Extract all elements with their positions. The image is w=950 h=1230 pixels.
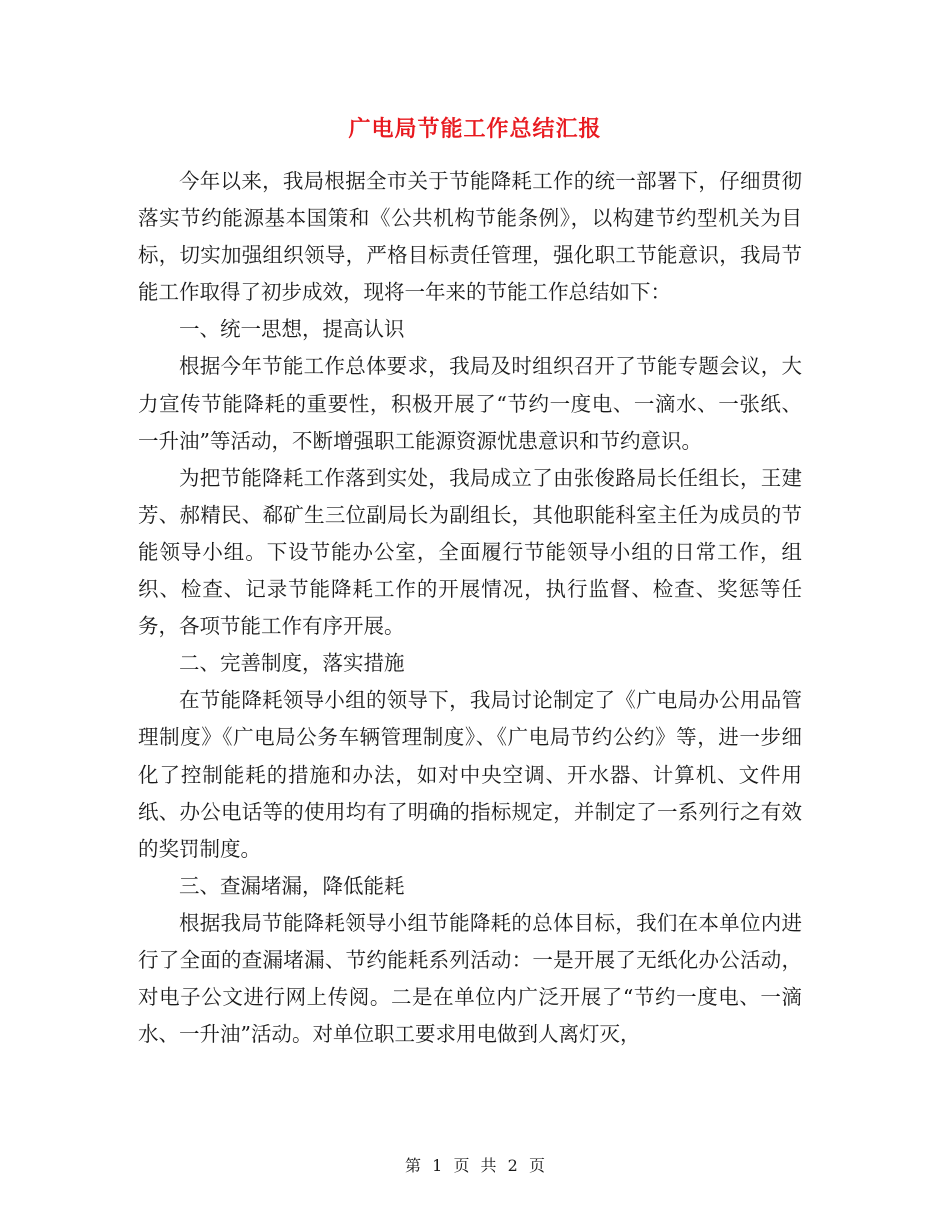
page-footer <box>0 1153 950 1176</box>
footer-page-current: 1 <box>432 1156 443 1175</box>
footer-label-di: 第 <box>405 1156 422 1175</box>
paragraph-section1-a: 根据今年节能工作总体要求，我局及时组织召开了节能专题会议，大力宣传节能降耗的重要性，积极开展了“节约一度电、一滴水、一张纸、一升油”等活动，不断增强职工能源资源忧患意识和节约意识。 <box>138 354 802 453</box>
document-body <box>138 163 802 1053</box>
section-heading-2: 二、完善制度，落实措施 <box>179 651 405 676</box>
footer-label-gong: 共 <box>480 1156 497 1175</box>
paragraph-intro: 今年以来，我局根据全市关于节能降耗工作的统一部署下，仔细贯彻落实节约能源基本国策和《公共机构节能条例》，以构建节约型机关为目标，切实加强组织领导，严格目标责任管理，强化职工节能意识，我局节能工作取得了初步成效，现将一年来的节能工作总结如下： <box>138 169 802 305</box>
section-heading-3: 三、查漏堵漏，降低能耗 <box>179 873 405 898</box>
paragraph-section2: 在节能降耗领导小组的领导下，我局讨论制定了《广电局办公用品管理制度》《广电局公务车辆管理制度》、《广电局节约公约》等，进一步细化了控制能耗的措施和办法，如对中央空调、开水器、计算机、文件用纸、办公电话等的使用均有了明确的指标规定，并制定了一系列行之有效的奖罚制度。 <box>138 688 802 861</box>
footer-page-total: 2 <box>507 1156 518 1175</box>
section-heading-1: 一、统一思想，提高认识 <box>179 317 405 342</box>
paragraph-section3: 根据我局节能降耗领导小组节能降耗的总体目标，我们在本单位内进行了全面的查漏堵漏、节约能耗系列活动：一是开展了无纸化办公活动，对电子公文进行网上传阅。二是在单位内广泛开展了“节约一度电、一滴水、一升油”活动。对单位职工要求用电做到人离灯灭， <box>138 910 802 1047</box>
footer-label-ye: 页 <box>453 1156 470 1175</box>
paragraph-section1-b: 为把节能降耗工作落到实处，我局成立了由张俊路局长任组长，王建芳、郝精民、郗矿生三位副局长为副组长，其他职能科室主任为成员的节能领导小组。下设节能办公室，全面履行节能领导小组的日常工作，组织、检查、记录节能降耗工作的开展情况，执行监督、检查、奖惩等任务，各项节能工作有序开展。 <box>138 465 802 639</box>
footer-label-ye2: 页 <box>528 1156 545 1175</box>
document-title: 广电局节能工作总结汇报 <box>348 117 602 142</box>
